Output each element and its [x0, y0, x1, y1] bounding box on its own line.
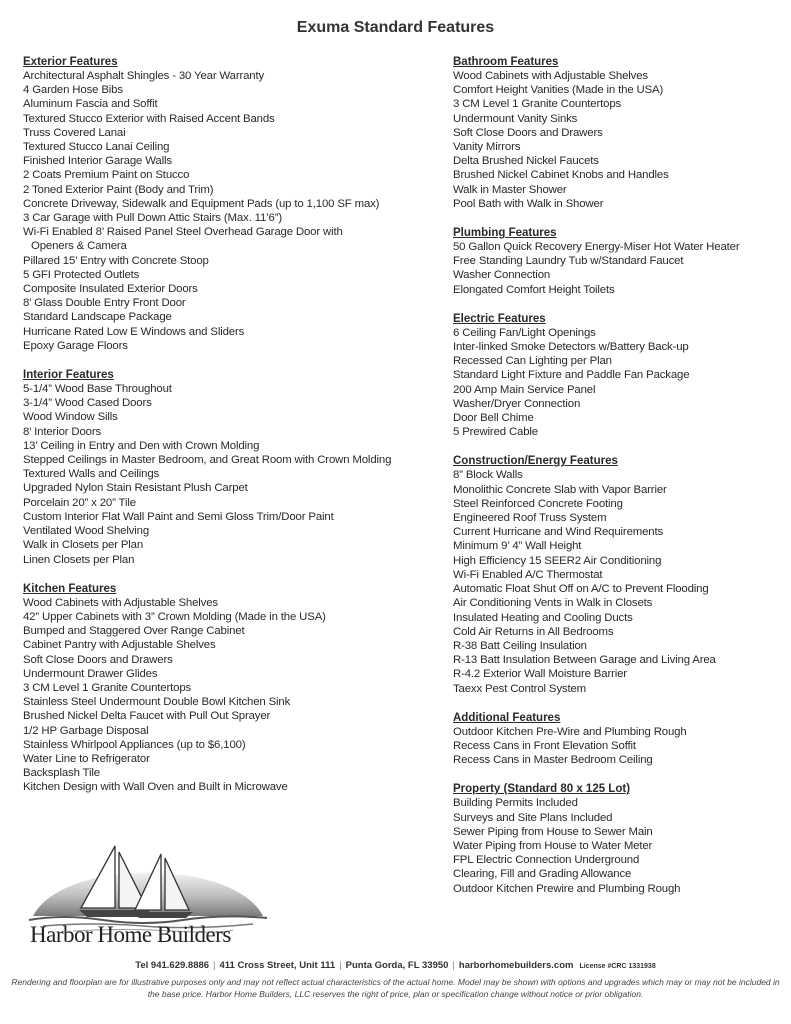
list-item: 5 Prewired Cable	[453, 426, 538, 439]
list-item: 8’ Glass Double Entry Front Door	[23, 297, 186, 310]
list-item: Custom Interior Flat Wall Paint and Semi Gloss Trim/Door Paint	[23, 510, 334, 523]
list-item: Recessed Can Lighting per Plan	[453, 355, 612, 368]
company-logo-text: Harbor Home Builders	[30, 922, 231, 947]
list-item: Soft Close Doors and Drawers	[453, 126, 603, 139]
list-item: Textured Stucco Lanai Ceiling	[23, 141, 170, 154]
list-item: Standard Light Fixture and Paddle Fan Package	[453, 369, 690, 382]
feature-list	[23, 596, 428, 795]
section-heading: Plumbing Features	[453, 227, 557, 240]
list-item: Epoxy Garage Floors	[23, 339, 128, 352]
list-item: Door Bell Chime	[453, 412, 534, 425]
section-heading: Bathroom Features	[453, 56, 559, 68]
list-item: Water Line to Refrigerator	[23, 752, 150, 765]
list-item: Undermount Drawer Glides	[23, 667, 158, 680]
list-item: FPL Electric Connection Underground	[453, 854, 640, 867]
list-item: 8” Block Walls	[453, 469, 523, 482]
list-item: Monolithic Concrete Slab with Vapor Barrier	[453, 483, 667, 496]
list-item: Cabinet Pantry with Adjustable Shelves	[23, 639, 216, 652]
phone-number: Tel 941.629.8886	[135, 960, 210, 971]
list-item: 42” Upper Cabinets with 3” Crown Molding (Made in the USA)	[23, 610, 326, 623]
list-item: 3 Car Garage with Pull Down Attic Stairs (Max. 11’6”)	[23, 212, 282, 225]
list-item: Insulated Heating and Cooling Ducts	[453, 611, 633, 624]
list-item: 3 CM Level 1 Granite Countertops	[453, 98, 622, 111]
list-item: Current Hurricane and Wind Requirements	[453, 526, 664, 539]
list-item: Comfort Height Vanities (Made in the USA)	[453, 84, 664, 97]
list-item: Delta Brushed Nickel Faucets	[453, 155, 599, 168]
list-item: Stainless Whirlpool Appliances (up to $6,100)	[23, 738, 246, 751]
list-item: 3-1/4” Wood Cased Doors	[23, 397, 152, 410]
list-item: Sewer Piping from House to Sewer Main	[453, 825, 653, 838]
feature-list	[453, 326, 783, 440]
list-item: Brushed Nickel Cabinet Knobs and Handles	[453, 169, 669, 182]
list-item: Walk in Master Shower	[453, 183, 567, 196]
list-item: Wood Window Sills	[23, 411, 118, 424]
list-item: Ventilated Wood Shelving	[23, 525, 150, 538]
list-item: 4 Garden Hose Bibs	[23, 84, 123, 97]
section-heading: Electric Features	[453, 312, 546, 325]
list-item: Water Piping from House to Water Meter	[453, 839, 653, 852]
list-item: Composite Insulated Exterior Doors	[23, 283, 198, 296]
separator: |	[213, 960, 216, 971]
section-heading: Interior Features	[23, 369, 114, 382]
list-item: Steel Reinforced Concrete Footing	[453, 497, 623, 510]
section-heading: Property (Standard 80 x 125 Lot)	[453, 783, 631, 796]
list-item: R-4.2 Exterior Wall Moisture Barrier	[453, 668, 627, 681]
feature-list	[453, 725, 783, 768]
list-item: Undermount Vanity Sinks	[453, 112, 578, 125]
list-item: 1/2 HP Garbage Disposal	[23, 724, 149, 737]
list-item: Stainless Steel Undermount Double Bowl Kitchen Sink	[23, 696, 291, 709]
list-item: Pillared 15’ Entry with Concrete Stoop	[23, 254, 209, 267]
list-item: Walk in Closets per Plan	[23, 539, 144, 552]
city-address: Punta Gorda, FL 33950	[345, 960, 449, 971]
feature-list	[23, 382, 428, 567]
street-address: 411 Cross Street, Unit 111	[219, 960, 336, 971]
list-item: 2 Coats Premium Paint on Stucco	[23, 169, 190, 182]
interior-features-section	[23, 368, 428, 567]
feature-list	[23, 69, 428, 353]
website-link[interactable]: harborhomebuilders.com	[458, 960, 574, 971]
list-item: Outdoor Kitchen Prewire and Plumbing Rough	[453, 882, 681, 895]
section-heading: Additional Features	[453, 711, 561, 724]
list-item: Standard Landscape Package	[23, 311, 172, 324]
list-item: Wood Cabinets with Adjustable Shelves	[23, 596, 218, 609]
feature-list	[453, 796, 783, 895]
license-number: License #CRC 1331938	[579, 963, 656, 970]
list-item: Hurricane Rated Low E Windows and Sliders	[23, 325, 245, 338]
list-item: R-13 Batt Insulation Between Garage and Living Area	[453, 654, 716, 667]
section-heading: Exterior Features	[23, 56, 118, 68]
kitchen-features-section	[23, 582, 428, 795]
property-section	[453, 782, 783, 895]
list-item: R-38 Batt Ceiling Insulation	[453, 639, 587, 652]
list-item: Finished Interior Garage Walls	[23, 155, 172, 168]
section-heading: Construction/Energy Features	[453, 455, 618, 468]
list-item: Clearing, Fill and Grading Allowance	[453, 868, 632, 881]
list-item: Automatic Float Shut Off on A/C to Prevent Flooding	[453, 583, 709, 596]
list-item-continuation	[23, 239, 428, 253]
list-item: Outdoor Kitchen Pre-Wire and Plumbing Rough	[453, 725, 687, 738]
feature-list	[453, 468, 783, 695]
list-item: Cold Air Returns in All Bedrooms	[453, 625, 614, 638]
list-item: Kitchen Design with Wall Oven and Built in Microwave	[23, 781, 288, 794]
feature-list	[453, 69, 783, 211]
page-title: Exuma Standard Features	[296, 19, 495, 36]
bathroom-features-section	[453, 55, 783, 211]
construction-energy-features-section	[453, 454, 783, 695]
list-item: Upgraded Nylon Stain Resistant Plush Carpet	[23, 482, 248, 495]
list-item: 8’ Interior Doors	[23, 425, 102, 438]
list-item: Textured Walls and Ceilings	[23, 468, 160, 481]
disclaimer-text: Rendering and floorplan are for illustrative purposes only and may not reflect actual characteristics of the actual home. Model may be shown with options and upgrades which may or may not be included in the base price. Harbor Home Builders, LLC reserves the right of price, plan or specification change without notice or prior obligation.	[11, 977, 780, 999]
list-item: Building Permits Included	[453, 797, 578, 810]
list-item: Inter-linked Smoke Detectors w/Battery Back-up	[453, 341, 689, 354]
left-column	[23, 55, 428, 810]
right-column	[453, 55, 783, 911]
list-item: Minimum 9’ 4” Wall Height	[453, 540, 582, 553]
electric-features-section	[453, 312, 783, 440]
list-item: Pool Bath with Walk in Shower	[453, 197, 604, 210]
list-item: 50 Gallon Quick Recovery Energy-Miser Hot Water Heater	[453, 241, 740, 254]
list-item: Washer Connection	[453, 269, 551, 282]
additional-features-section	[453, 711, 783, 768]
list-item: Textured Stucco Exterior with Raised Accent Bands	[23, 112, 275, 125]
list-item: Brushed Nickel Delta Faucet with Pull Out Sprayer	[23, 710, 271, 723]
list-item: Washer/Dryer Connection	[453, 397, 581, 410]
list-item: 2 Toned Exterior Paint (Body and Trim)	[23, 183, 214, 196]
list-item: 6 Ceiling Fan/Light Openings	[453, 326, 596, 339]
list-item: Aluminum Fascia and Soffit	[23, 98, 158, 111]
separator: |	[339, 960, 342, 971]
list-item: Air Conditioning Vents in Walk in Closets	[453, 597, 653, 610]
list-item: 3 CM Level 1 Granite Countertops	[23, 681, 192, 694]
list-item: Architectural Asphalt Shingles - 30 Year Warranty	[23, 70, 265, 82]
feature-list	[453, 240, 783, 297]
list-item: Wi-Fi Enabled A/C Thermostat	[453, 568, 603, 581]
list-item: Wood Cabinets with Adjustable Shelves	[453, 70, 648, 82]
list-item: Engineered Roof Truss System	[453, 512, 607, 525]
list-item: Truss Covered Lanai	[23, 126, 126, 139]
list-item: Backsplash Tile	[23, 767, 100, 780]
list-item: Elongated Comfort Height Toilets	[453, 283, 615, 296]
list-item: Concrete Driveway, Sidewalk and Equipment Pads (up to 1,100 SF max)	[23, 197, 380, 210]
list-item: Linen Closets per Plan	[23, 553, 135, 566]
list-item: Recess Cans in Master Bedroom Ceiling	[453, 754, 653, 767]
list-item: Bumped and Staggered Over Range Cabinet	[23, 625, 245, 638]
list-item-continuation-text: Openers & Camera	[31, 240, 127, 253]
exterior-features-section	[23, 55, 428, 353]
list-item: High Efficiency 15 SEER2 Air Conditioning	[453, 554, 662, 567]
list-item: Surveys and Site Plans Included	[453, 811, 613, 824]
list-item: 200 Amp Main Service Panel	[453, 383, 596, 396]
list-item: 13’ Ceiling in Entry and Den with Crown Molding	[23, 439, 260, 452]
list-item: Recess Cans in Front Elevation Soffit	[453, 739, 636, 752]
contact-line	[0, 960, 791, 971]
list-item: Taexx Pest Control System	[453, 682, 586, 695]
list-item: Porcelain 20” x 20” Tile	[23, 496, 136, 509]
separator: |	[452, 960, 455, 971]
list-item: Soft Close Doors and Drawers	[23, 653, 173, 666]
list-item: 5-1/4” Wood Base Throughout	[23, 383, 172, 396]
list-item: Stepped Ceilings in Master Bedroom, and Great Room with Crown Molding	[23, 454, 392, 467]
section-heading: Kitchen Features	[23, 582, 117, 595]
list-item: 5 GFI Protected Outlets	[23, 268, 140, 281]
list-item: Vanity Mirrors	[453, 141, 521, 154]
list-item: Free Standing Laundry Tub w/Standard Faucet	[453, 255, 684, 268]
plumbing-features-section	[453, 226, 783, 297]
list-item: Wi-Fi Enabled 8’ Raised Panel Steel Overhead Garage Door with	[23, 226, 343, 239]
